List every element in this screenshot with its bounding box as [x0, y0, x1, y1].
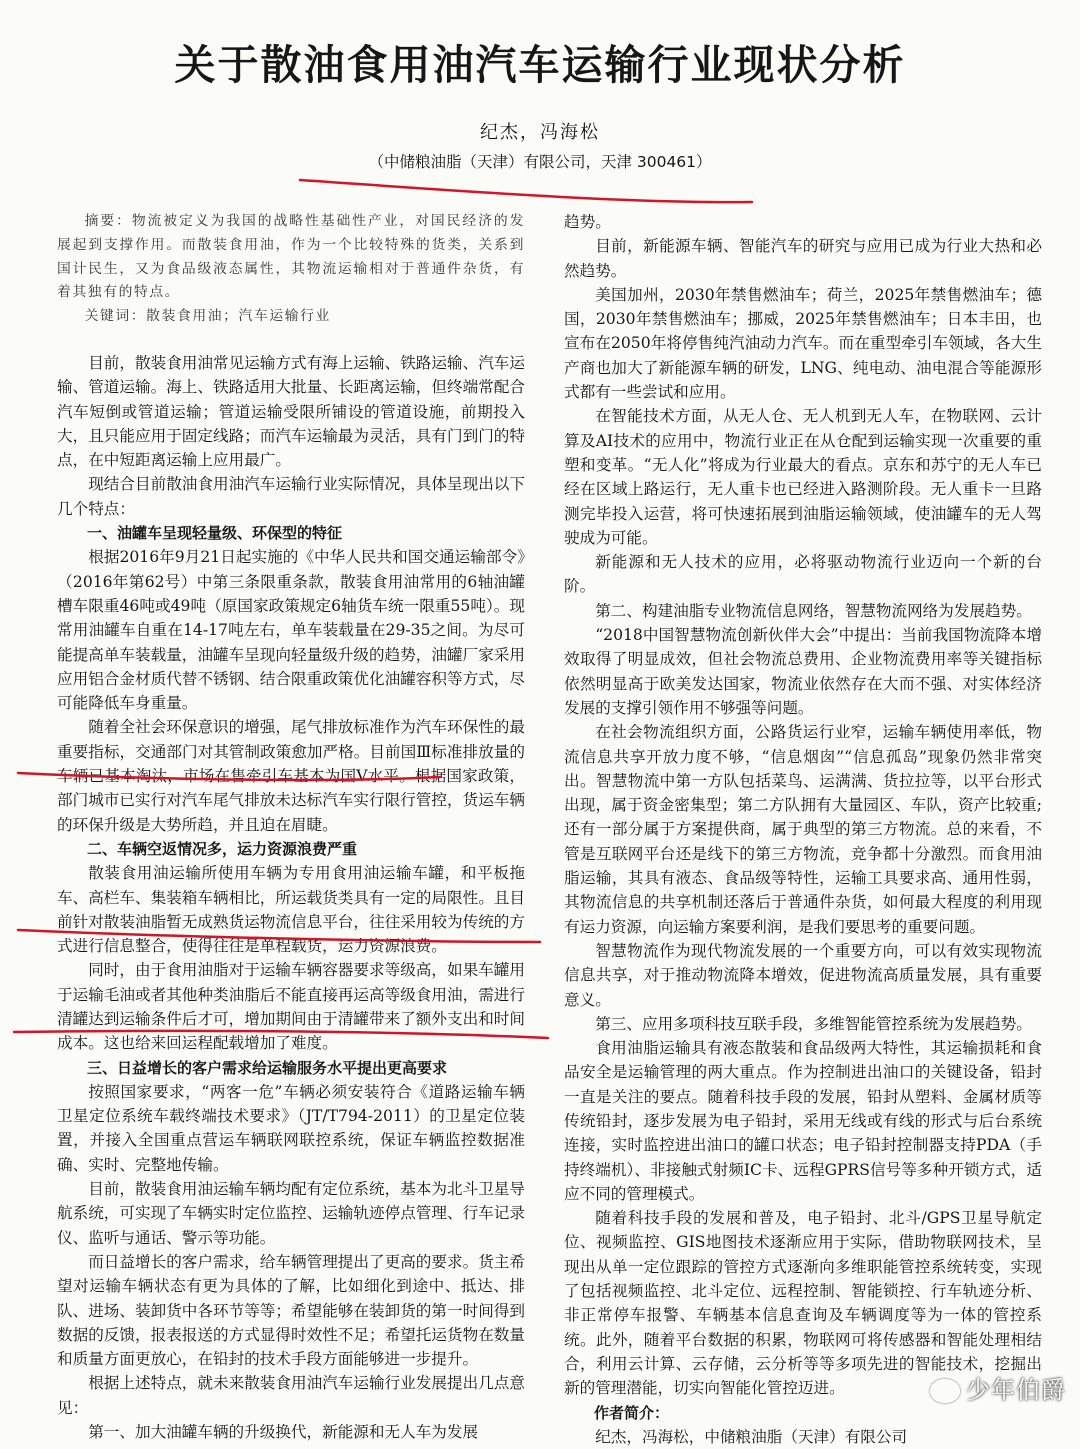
weibo-logo-icon — [930, 1379, 960, 1403]
paragraph: 在智能技术方面，从无人仓、无人机到无人车，在物联网、云计算及AI技术的应用中，物流行业正在从仓配到运输实现一次重要的重塑和变革。“无人化”将成为行业最大的看点。京东和苏宁的无人车已经在区域上路运行，无人重卡也已经进入路测阶段。无人重卡一旦路测完毕投入运营，将可快速拓展到油脂运输领域，使油罐车的无人驾驶成为可能。 — [564, 407, 1042, 547]
paragraph: 根据上述特点，就未来散装食用油汽车运输行业发展提出几点意见： — [57, 1374, 525, 1417]
paragraph: 新能源和无人技术的应用，必将驱动物流行业迈向一个新的台阶。 — [564, 553, 1042, 596]
paragraph: 目前，散装食用油运输车辆均配有定位系统，基本为北斗卫星导航系统，可实现了车辆实时定位监控、运输轨迹停点管理、行车记录仪、监听与通话、警示等功能。 — [57, 1180, 525, 1247]
section-heading: 三、日益增长的客户需求给运输服务水平提出更高要求 — [87, 1058, 448, 1077]
paragraph: 第三、应用多项科技互联手段，多维智能管控系统为发展趋势。 — [595, 1014, 1032, 1033]
keywords: 关键词：散装食用油；汽车运输行业 — [84, 308, 331, 325]
paragraph: 美国加州，2030年禁售燃油车；荷兰，2025年禁售燃油车；德国，2030年禁售燃油车；挪威，2025年禁售燃油车；日本丰田，也宣布在2050年将停售纯汽油动力汽车。而在重型牵引车领域，各大生产商也加大了新能源车辆的研发，LNG、纯电动、油电混合等能源形式都有一些尝试和应用。 — [564, 285, 1042, 402]
author-intro-heading: 作者简介： — [594, 1403, 670, 1422]
paragraph: 根据2016年9月21日起实施的《中华人民共和国交通运输部令》（2016年第62号）中第三条限重条款，散装食用油常用的6轴油罐槽车限重46吨或49吨（原国家政策规定6轴货车统一限重55吨）。现常用油罐车自重在14-17吨左右，单车装载量在29-35之间。为尽可能提高单车装载量，油罐车呈现向轻量级升级的趋势，油罐厂家采用应用铝合金材质代替不锈钢、结合限重政策优化油罐容积等方式，尽可能降低车身重量。 — [57, 548, 525, 713]
abstract-block — [57, 210, 525, 329]
paragraph: 目前，新能源车辆、智能汽车的研究与应用已成为行业大热和必然趋势。 — [564, 237, 1042, 280]
paper-affiliation: （中储粮油脂（天津）有限公司，天津 300461） — [368, 153, 712, 171]
paragraph: 按照国家要求，“两客一危”车辆必须安装符合《道路运输车辆卫星定位系统车载终端技术要求》（JT/T794-2011）的卫星定位装置，并接入全国重点营运车辆联网联控系统，保证车辆监控数据准确、实时、完整地传输。 — [57, 1082, 525, 1174]
right-column — [564, 210, 1042, 1449]
watermark-text: 少年伯爵 — [966, 1376, 1066, 1404]
right-column-body — [564, 210, 1042, 1449]
paper-title: 关于散油食用油汽车运输行业现状分析 — [174, 41, 906, 89]
paragraph: 智慧物流作为现代物流发展的一个重要方向，可以有效实现物流信息共享，对于推动物流降本增效，促进物流高质量发展，具有重要意义。 — [564, 941, 1042, 1009]
watermark — [930, 1370, 1066, 1405]
paper-authors: 纪杰，冯海松 — [480, 122, 600, 143]
section-heading: 一、油罐车呈现轻量级、环保型的特征 — [87, 524, 343, 543]
left-column-body — [57, 351, 525, 1444]
paragraph: 在社会物流组织方面，公路货运行业窄，运输车辆使用率低，物流信息共享开放力度不够，“信息烟囱”“信息孤岛”现象仍然非常突出。智慧物流中第一方队包括菜鸟、运满满、货拉拉等，以平台形式出现，属于资金密集型；第二方队拥有大量园区、车队，资产比较重;还有一部分属于方案提供商，属于典型的第三方物流。总的来看，不管是互联网平台还是线下的第三方物流，竞争都十分激烈。而食用油脂运输，其具有液态、食品级等特性，运输工具要求高、通用性弱，其物流信息的共享机制还落后于普通件杂货，如何最大程度的利用现有运力资源，向运输方案要利润，是我们要思考的重要问题。 — [564, 723, 1042, 936]
left-column — [57, 210, 525, 1444]
paragraph: 同时，由于食用油脂对于运输车辆容器要求等级高，如果车罐用于运输毛油或者其他种类油脂后不能直接再运高等级食用油，需进行清罐达到运输条件后才可，增加期间由于清罐带来了额外支出和时间成本。这也给来回运程配载增加了难度。 — [57, 961, 525, 1053]
paragraph: 现结合目前散油食用油汽车运输行业实际情况，具体呈现出以下几个特点： — [57, 475, 525, 518]
paragraph: 第一、加大油罐车辆的升级换代，新能源和无人车为发展 — [88, 1423, 479, 1442]
abstract-text: 摘要：物流被定义为我国的战略性基础性产业，对国民经济的发展起到支撑作用。而散装食用油，作为一个比较特殊的货类，关系到国计民生，又为食品级液态属性，其物流运输相对于普通件杂货，有着其独有的特点。 — [57, 213, 525, 301]
paragraph: 趋势。 — [564, 213, 611, 231]
paragraph: 纪杰，冯海松，中储粮油脂（天津）有限公司 — [595, 1427, 908, 1446]
paragraph: 随着科技手段的发展和普及，电子铅封、北斗/GPS卫星导航定位、视频监控、GIS地图技术逐渐应用于实际，借助物联网技术，呈现出从单一定位跟踪的管控方式逐渐向多维职能管控系统转变，实现了包括视频监控、北斗定位、远程控制、智能锁控、行车轨迹分析、非正常停车报警、车辆基本信息查询及车辆调度等为一体的管控系统。此外，随着平台数据的积累，物联网可将传感器和智能处理相结合，利用云计算、云存储，云分析等等多项先进的智能技术，挖掘出新的管理潜能，切实向智能化管控迈进。 — [564, 1209, 1042, 1398]
paragraph: 第二、构建油脂专业物流信息网络，智慧物流网络为发展趋势。 — [595, 601, 1032, 620]
paragraph: “2018中国智慧物流创新伙伴大会”中提出：当前我国物流降本增效取得了明显成效，但社会物流总费用、企业物流费用率等关键指标依然明显高于欧美发达国家，物流业依然存在大而不强、对实体经济发展的支撑引领作用不够强等问题。 — [564, 626, 1042, 717]
paragraph: 散装食用油运输所使用车辆为专用食用油运输车罐，和平板拖车、高栏车、集装箱车辆相比，所运载货类具有一定的局限性。且目前针对散装油脂暂无成熟货运物流信息平台，往往采用较为传统的方式进行信息整合，使得往往是单程载货，运力资源浪费。 — [57, 864, 525, 956]
paragraph: 食用油脂运输具有液态散装和食品级两大特性，其运输损耗和食品安全是运输管理的两大重点。作为控制进出油口的关键设备，铅封一直是关注的要点。随着科技手段的发展，铅封从塑料、金属材质等传统铅封，逐步发展为电子铅封，采用无线或有线的形式与后台系统连接，实时监控进出油口的罐口状态；电子铅封控制器支持PDA（手持终端机）、非接触式射频IC卡、远程GPRS信号等多种开锁方式，适应不同的管理模式。 — [564, 1039, 1042, 1203]
section-heading: 二、车辆空返情况多，运力资源浪费严重 — [87, 839, 358, 858]
paragraph: 目前，散装食用油常见运输方式有海上运输、铁路运输、汽车运输、管道运输。海上、铁路适用大批量、长距离运输，但终端常配合汽车短倒或管道运输；管道运输受限所铺设的管道设施，前期投入大，且只能应用于固定线路；而汽车运输最为灵活，具有门到门的特点，在中短距离运输上应用最广。 — [57, 353, 525, 470]
red-underline-affiliation — [300, 180, 752, 202]
paragraph: 随着全社会环保意识的增强，尾气排放标准作为汽车环保性的最重要指标，交通部门对其管制政策愈加严格。目前国Ⅲ标准排放量的车辆已基本淘汰，市场在售牵引车基本为国Ⅴ水平。根据国家政策，部门城市已实行对汽车尾气排放未达标汽车实行限行管控，货运车辆的环保升级是大势所趋，并且迫在眉睫。 — [57, 718, 525, 834]
paragraph: 而日益增长的客户需求，给车辆管理提出了更高的要求。货主希望对运输车辆状态有更为具体的了解，比如细化到途中、抵达、排队、进场、装卸货中各环节等等；希望能够在装卸货的第一时间得到数据的反馈，报表报送的方式显得时效性不足；希望托运货物在数量和质量方面更放心，在铅封的技术手段方面能够进一步提升。 — [57, 1252, 525, 1369]
